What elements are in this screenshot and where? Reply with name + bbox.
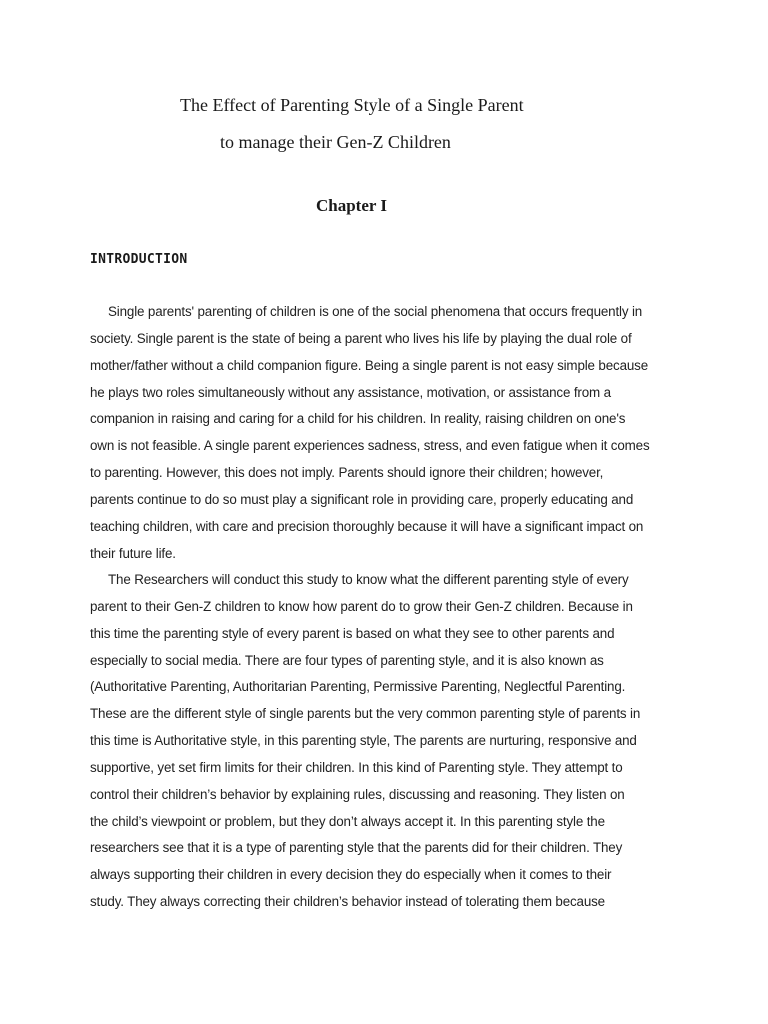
paragraph-line: These are the different style of single parents but the very common parenting style of parents in: [90, 706, 641, 722]
paragraph-line: parent to their Gen-Z children to know how parent do to grow their Gen-Z children. Because in: [90, 598, 633, 614]
paragraph-line: researchers see that it is a type of parenting style that the parents did for their children. They: [90, 840, 623, 856]
paragraph-line: supportive, yet set firm limits for their children. In this kind of Parenting style. They attempt to: [90, 759, 623, 775]
paragraph-line: he plays two roles simultaneously without any assistance, motivation, or assistance from a: [90, 384, 611, 400]
paragraph-line: The Researchers will conduct this study to know what the different parenting style of every: [108, 572, 629, 587]
document-title-line-1: The Effect of Parenting Style of a Single Parent: [180, 95, 524, 115]
paragraph-line: to parenting. However, this does not imply. Parents should ignore their children; however,: [90, 465, 604, 481]
paragraph-line: teaching children, with care and precision thoroughly because it will have a significant impact on: [90, 518, 644, 534]
document-title-line-2: to manage their Gen-Z Children: [220, 132, 451, 152]
paragraph-line: society. Single parent is the state of being a parent who lives his life by playing the dual role of: [90, 330, 632, 346]
paragraph-line: (Authoritative Parenting, Authoritarian Parenting, Permissive Parenting, Neglectful Parenting.: [90, 679, 626, 695]
paragraph-line: always supporting their children in every decision they do especially when it comes to their: [90, 867, 612, 883]
paragraph-line: this time is Authoritative style, in this parenting style, The parents are nurturing, responsive and: [90, 733, 637, 749]
paragraph-line: their future life.: [90, 545, 176, 561]
section-heading-introduction: INTRODUCTION: [90, 252, 188, 267]
paragraph-line: especially to social media. There are four types of parenting style, and it is also known as: [90, 652, 604, 668]
paragraph-line: own is not feasible. A single parent experiences sadness, stress, and even fatigue when it comes: [90, 438, 650, 454]
paragraph-line: Single parents' parenting of children is one of the social phenomena that occurs frequently in: [108, 304, 643, 319]
paragraph-1: [90, 299, 700, 567]
paragraph-line: companion in raising and caring for a child for his children. In reality, raising children on one's: [90, 411, 626, 427]
paragraph-line: control their children’s behavior by explaining rules, discussing and reasoning. They listen on: [90, 786, 625, 802]
paragraph-2: [90, 567, 700, 916]
paragraph-line: mother/father without a child companion figure. Being a single parent is not easy simple because: [90, 357, 649, 373]
paragraph-line: the child’s viewpoint or problem, but they don’t always accept it. In this parenting style the: [90, 813, 605, 829]
paragraph-line: study. They always correcting their children’s behavior instead of tolerating them because: [90, 894, 605, 910]
paragraph-line: this time the parenting style of every parent is based on what they see to other parents and: [90, 625, 615, 641]
paragraph-line: parents continue to do so must play a significant role in providing care, properly educating and: [90, 491, 634, 507]
chapter-heading: Chapter I: [316, 196, 387, 215]
